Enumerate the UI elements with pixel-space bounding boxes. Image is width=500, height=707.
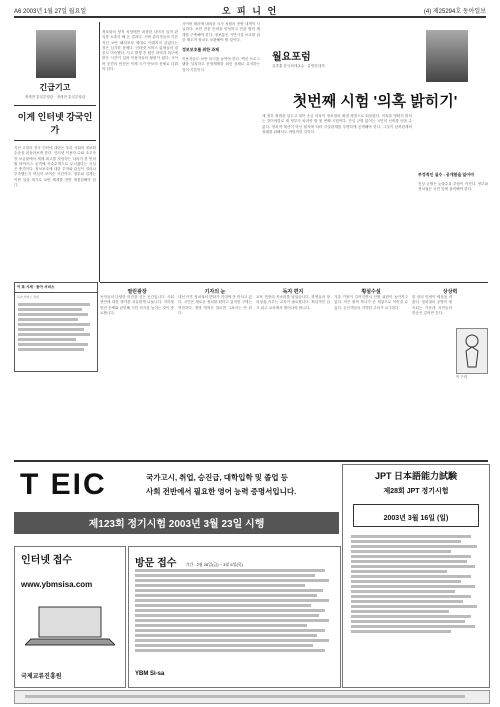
lower-column-5	[412, 288, 488, 456]
lower-column-2-body: 대선 이후 정치권의 변화가 기대에 못 미치고 있다. 국민은 새로운 정치를 원하고 있지만 구태는 여전하다. 정당 개혁은 말로만 그쳐서는 안 된다.	[178, 295, 252, 315]
forum-title: 첫번째 시험 '의혹 밝히기'	[292, 93, 458, 110]
toeic-logo: T EIC	[20, 468, 107, 501]
forum-body2: 진상 규명은 늦을수록 부담이 커진다. 정부와 정치권은 국민 앞에 솔직해야 한다.	[418, 182, 488, 192]
footer-notice-bar	[14, 690, 490, 704]
cartoon-caption: 이 구리	[456, 375, 467, 379]
lower-column-4-title: 횡설수설	[361, 289, 381, 295]
lower-column-5-body: 한 장의 만평이 세상을 비춘다. 정치권의 공방이 계속되는 가운데 서민들의 한숨은 깊어만 간다.	[412, 295, 452, 315]
section-divider	[100, 282, 488, 283]
market-table-title: 이 표 시세 · 동아 서비스	[15, 283, 97, 293]
market-table-box	[14, 282, 98, 372]
column3-body: 사이버 테러에 대비한 국가 차원의 종합 대책이 시급하다. 보안 전문 인력을 양성하고 민관 협력 체계를 구축해야 한다. 정보통신 기반시설 보호를 위한 제도적 장치도 보완해야 할 것이다.	[182, 22, 260, 42]
toeic-session: 제123회 정기시험 2003년 3월 23일 시행	[88, 519, 265, 530]
lower-column-3	[256, 288, 330, 456]
column2-body: 정보화의 양적 성장에만 치중한 나머지 질적 관리를 소홀히 해 온 결과다. 서버 관리자들의 기본적인 보안 패치조차 제대로 이뤄지지 않았다는 점은 심각한 문제다. 인터넷 서비스 업체들의 대응도 미숙했다. 사고 발생 후 원인 파악과 복구에 많은 시간이 걸려 이용자들의 불편이 컸다. 사이버 공간의 안전은 이제 국가 안보의 문제로 다뤄야 한다.	[102, 30, 178, 72]
forum-label: 월요포럼	[272, 52, 311, 63]
lower-column-1-title: 열린광장	[127, 289, 147, 295]
laptop-icon	[25, 605, 115, 647]
visit-apply-ad	[128, 546, 341, 688]
internet-apply-ad	[14, 546, 126, 688]
guest-column-continued	[102, 30, 178, 270]
cartoon-image	[456, 328, 488, 374]
visit-apply-title: 방문 접수	[135, 558, 177, 569]
forum-subhead: 부정적인 실수 : 공개함을 일어야	[418, 172, 475, 177]
lower-column-1-body: 독자들의 다양한 의견을 싣는 공간입니다. 사회 현안에 대한 생각을 자유롭게 나눕니다. 지하철 안전 문제와 관련해 시민 의식을 높이는 것이 중요합니다.	[100, 295, 174, 315]
jpt-date-box	[353, 504, 479, 527]
market-table-rows	[15, 303, 97, 351]
jpt-session: 제28회 JPT 정기시험	[383, 488, 449, 495]
guest-column-end	[182, 22, 260, 272]
forum-author: 유종훈 한국외대교수 · 유명한대학	[272, 64, 325, 68]
column-kicker: 긴급기고	[39, 83, 71, 92]
column-title: 이게 인터넷 강국인가	[17, 112, 93, 135]
author-photo	[36, 30, 76, 78]
monday-forum	[262, 22, 488, 280]
column3-subhead: 정보보호를 위한 과제	[182, 47, 219, 53]
lower-column-3-title: 독자 편지	[282, 289, 304, 295]
jpt-details	[343, 535, 489, 633]
visit-apply-note: 기간 : 2월 28일(금) ~ 3월 6일(목)	[185, 562, 243, 567]
jpt-title: JPT 日本語能力試験	[374, 471, 457, 481]
cartoon-figure-icon	[457, 329, 487, 373]
issue-masthead: (4) 제25294호 동아일보	[423, 9, 486, 15]
lower-column-2-title: 기자의 눈	[204, 289, 226, 295]
page-header	[14, 4, 486, 18]
ad-divider	[14, 460, 488, 462]
jpt-ad	[342, 464, 490, 688]
lower-column-5-title: 상상력	[442, 289, 458, 295]
toeic-session-bar	[14, 512, 339, 534]
forum-author-photo	[426, 30, 468, 82]
column-body: 지난 주말의 전국 인터넷 대란은 우리 사회의 정보화 수준을 되돌아보게 한다. 인터넷 이용자 수와 초고속망 보급률에서 세계 최고를 자랑하는 나라가 한 번의 웜 바이러스 공격에 속수무책으로 무너졌다는 사실은 충격이다. 정보보호에 대한 투자와 관심이 얼마나 부족했는지 여실히 보여준 사건이다. 정부와 업계는 이번 일을 계기로 보안 체계를 전면 재점검해야 한다.	[14, 146, 96, 188]
lower-column-3-body: 교육 현장의 목소리를 담았습니다. 학생들의 창의성을 키우는 교육이 필요합니다. 획일적인 입시 위주 교육에서 벗어나야 합니다.	[256, 295, 330, 310]
internet-apply-title: 인터넷 접수	[21, 555, 73, 566]
lower-column-4-body: 겨울 가뭄이 길어지면서 산불 위험이 높아지고 있다. 작은 불씨 하나가 큰 재앙으로 이어질 수 있다. 등산객들의 각별한 주의가 요구된다.	[334, 295, 408, 310]
toeic-tagline-2: 사회 전반에서 필요한 영어 능력 증명서입니다.	[146, 487, 297, 496]
section-title: 오 피 니 언	[221, 6, 279, 16]
column-author: 정세현 통일부장관 · 정세현 통일부장관	[24, 95, 86, 99]
page-number-date: A6 2003년 1월 27일 월요일	[14, 9, 87, 15]
jpt-date: 2003년 3월 16일 (일)	[383, 515, 449, 522]
forum-body: 새 정부 출범을 앞두고 대북 송금 의혹이 정치권의 최대 쟁점으로 떠올랐다. 의혹을 명확히 밝히는 것이야말로 새 정부가 치러야 할 첫 번째 시험이다. 진실 규명 없이는 국민의 신뢰를 얻을 수 없다. 정치적 계산이 아닌 원칙에 따라 사실관계를 투명하게 공개해야 한다. 그것이 남북관계의 장래를 위해서도 바람직한 길이다.	[262, 114, 412, 134]
column-divider	[99, 22, 100, 282]
column3-body2: 이용자들도 보안 의식을 높여야 한다. 백신 프로그램을 설치하고 운영체제를 최신 상태로 유지하는 것이 기본이다.	[182, 57, 260, 72]
column-title-box	[14, 105, 96, 141]
internet-apply-url[interactable]: www.ybmsisa.com	[21, 580, 93, 589]
guest-column	[14, 26, 96, 326]
toeic-ad-banner	[14, 464, 339, 542]
market-table-sub: 독자 서비스 안내	[17, 295, 39, 299]
visit-apply-venue-list	[135, 567, 334, 654]
lower-column-1	[100, 288, 174, 456]
lower-column-2	[178, 288, 252, 456]
toeic-tagline-1: 국가고시, 취업, 승진급, 대학입학 및 졸업 등	[146, 473, 288, 482]
brand-ybm: YBM Si-sa	[135, 671, 165, 677]
brand-kie: 국제교류진흥원	[21, 674, 62, 680]
lower-column-4	[334, 288, 408, 456]
